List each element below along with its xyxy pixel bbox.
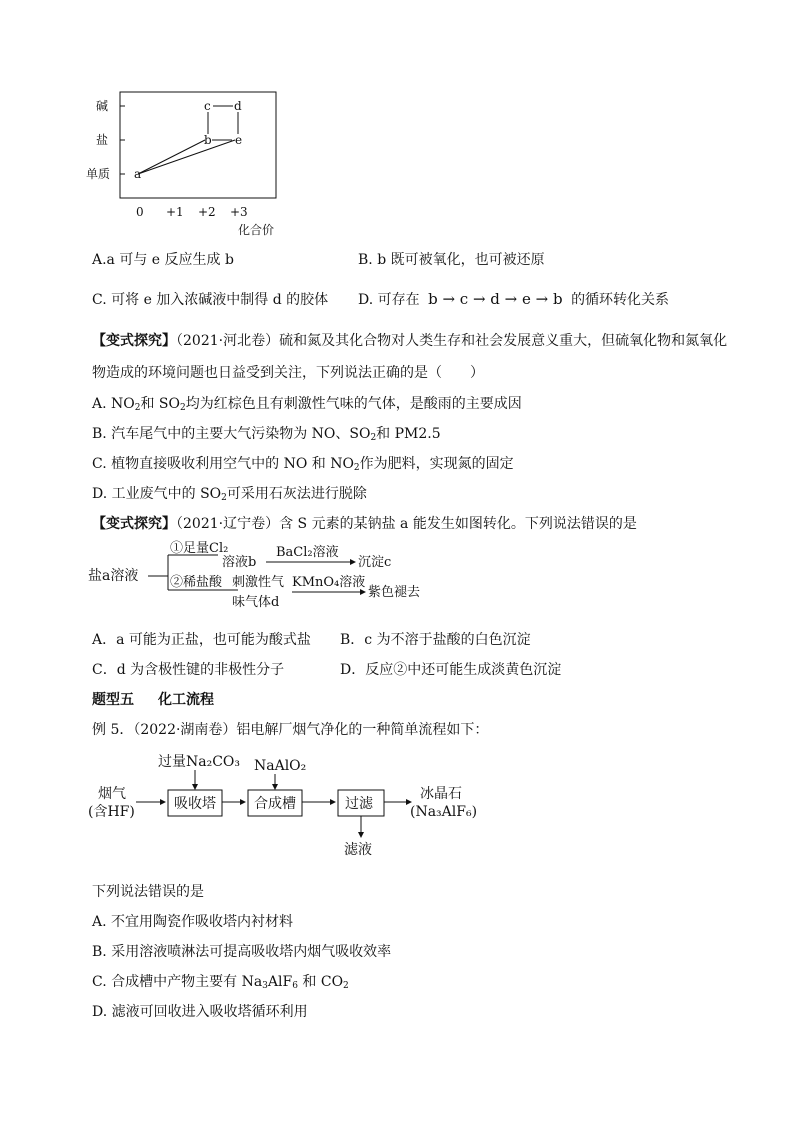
scheme-gas-d-line1: 刺激性气 [232, 575, 285, 590]
scheme-step1: ①足量Cl₂ [170, 541, 229, 556]
diagram-frame [120, 92, 276, 198]
q4-question: 下列说法错误的是 [92, 884, 204, 900]
flow-box2-label: 合成槽 [254, 796, 296, 812]
flow-input-line2: (含HF) [88, 804, 135, 820]
q4-option-d: D. 滤液可回收进入吸收塔循环利用 [92, 1004, 308, 1020]
flow-filtrate: 滤液 [344, 842, 372, 858]
point-c: c [204, 99, 211, 113]
q2-intro-line1: 【变式探究】（2021·河北卷）硫和氮及其化合物对人类生存和社会发展意义重大，但硫氧化物和氮氧化 [92, 333, 728, 349]
scheme-gas-d-line2: 味气体d [232, 595, 280, 610]
q2-tag: 【变式探究】 [92, 333, 176, 349]
point-a: a [134, 167, 142, 181]
flow-reagent1: 过量Na₂CO₃ [158, 754, 241, 770]
q3-tag: 【变式探究】 [92, 516, 176, 532]
q1-option-d [358, 290, 669, 309]
scheme-solution-b: 溶液b [222, 555, 257, 570]
flow-input-line1: 烟气 [98, 786, 126, 802]
q2-option-a: A. $NO_2$和 $SO_2$均为红棕色且有刺激性气味的气体，是酸雨的主要成因 [92, 396, 522, 413]
point-d: d [234, 99, 242, 113]
point-b: b [204, 133, 212, 147]
point-e: e [235, 133, 243, 147]
flow-output-line2: (Na₃AlF₆) [410, 804, 478, 820]
flow-reagent2: NaAlO₂ [254, 758, 307, 774]
section-title: 化工流程 [158, 692, 214, 708]
q1-option-d-suffix: 的循环转化关系 [571, 292, 670, 308]
q4-option-c: C. 合成槽中产物主要有 $Na_3AlF_6$ 和 $CO_2$ [92, 974, 349, 991]
q3-option-c: C．d 为含极性键的非极性分子 [92, 662, 285, 678]
section-heading [92, 692, 214, 709]
y-label-salt: 盐 [96, 133, 109, 147]
q4-option-b: B. 采用溶液喷淋法可提高吸收塔内烟气吸收效率 [92, 944, 392, 960]
q1-option-c: C. 可将 e 加入浓碱液中制得 d 的胶体 [92, 292, 329, 308]
flow-output-line1: 冰晶石 [420, 786, 462, 802]
q3-intro: 【变式探究】（2021·辽宁卷）含 S 元素的某钠盐 a 能发生如图转化。下列说法错误的是 [92, 516, 637, 532]
q1-option-a: A.a 可与 e 反应生成 b [92, 252, 234, 268]
q2-option-c: C. 植物直接吸收利用空气中的 NO 和 $NO_2$作为肥料，实现氮的固定 [92, 456, 514, 473]
y-label-base: 碱 [96, 99, 109, 113]
process-flow-diagram [80, 746, 500, 858]
x-axis-label: 化合价 [238, 223, 275, 237]
scheme-reagent-kmno4: KMnO₄溶液 [292, 575, 366, 590]
x-tick-2: +2 [198, 205, 216, 219]
q2-intro-line2: 物造成的环境问题也日益受到关注，下列说法正确的是（ ） [92, 365, 484, 381]
q2-option-d: D. 工业废气中的 $SO_2$可采用石灰法进行脱除 [92, 486, 367, 503]
scheme-result: 紫色褪去 [368, 585, 421, 600]
flow-box3-label: 过滤 [345, 796, 373, 812]
q4-intro: 例 5．（2022·湖南卷）铝电解厂烟气净化的一种简单流程如下： [92, 722, 489, 738]
q1-option-b: B. b 既可被氧化，也可被还原 [358, 252, 545, 268]
q1-option-d-chain: b → c → d → e → b [428, 290, 563, 308]
flow-box1-label: 吸收塔 [174, 796, 216, 812]
x-tick-0: 0 [136, 205, 144, 219]
x-tick-1: +1 [166, 205, 184, 219]
scheme-start: 盐a溶液 [88, 568, 139, 584]
scheme-reagent-bacl2: BaCl₂溶液 [276, 545, 339, 560]
q3-option-b: B．c 为不溶于盐酸的白色沉淀 [340, 632, 531, 648]
y-label-element: 单质 [86, 167, 111, 181]
q4-option-a: A. 不宜用陶瓷作吸收塔内衬材料 [92, 914, 294, 930]
x-tick-3: +3 [230, 205, 248, 219]
valence-diagram [80, 88, 300, 238]
q3-reaction-scheme [88, 540, 448, 614]
q3-option-a: A．a 可能为正盐，也可能为酸式盐 [92, 632, 311, 648]
section-label: 题型五 [92, 692, 134, 708]
scheme-step2: ②稀盐酸 [170, 575, 223, 590]
q2-option-b: B. 汽车尾气中的主要大气污染物为 NO、$SO_2$和 PM2.5 [92, 426, 441, 443]
q1-option-d-prefix: D. 可存在 [358, 292, 420, 308]
q3-option-d: D．反应②中还可能生成淡黄色沉淀 [340, 662, 562, 678]
scheme-precipitate-c: 沉淀c [358, 555, 392, 570]
